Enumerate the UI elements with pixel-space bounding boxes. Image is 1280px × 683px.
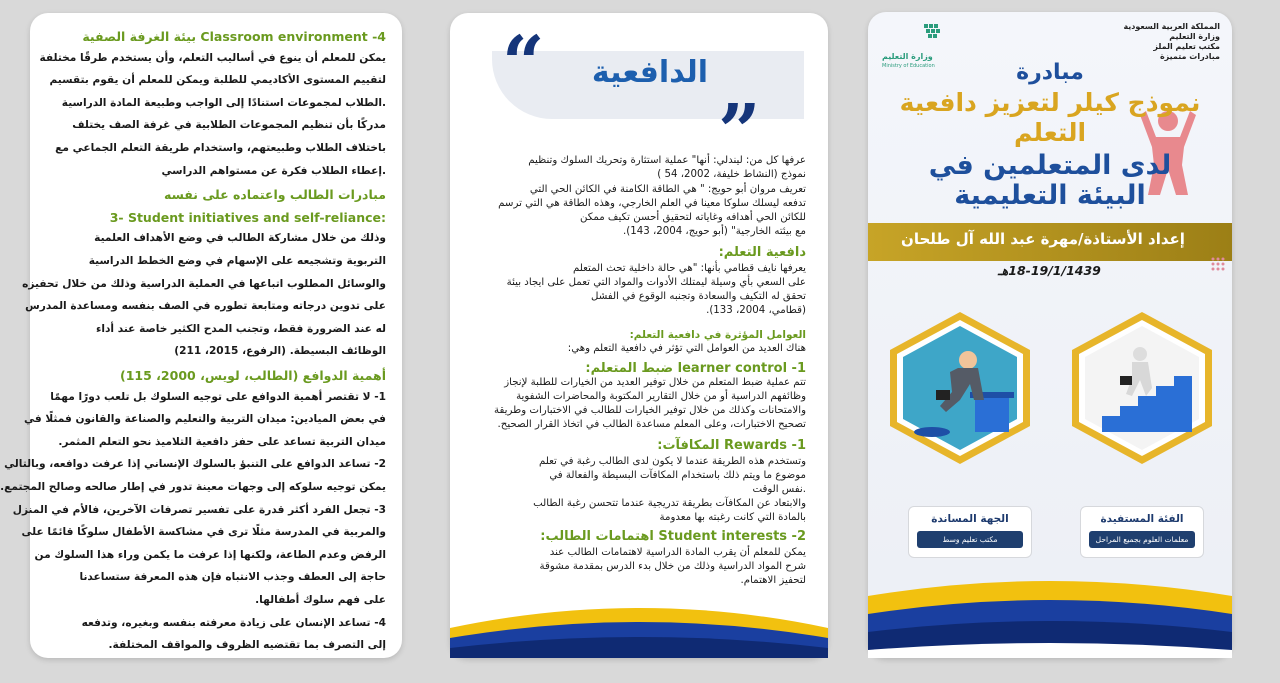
text-line: تدفعه ليسلك سلوكا معينا في العلم الخارجي، وهذه الطاقة هي التي ترسم bbox=[498, 198, 806, 209]
text-line: عرفها كل من: ليندلي: أنها" عملية استثارة وتحريك السلوك وتنظيم bbox=[528, 155, 806, 166]
section-heading: 1- learner control ضبط المتعلم: bbox=[585, 361, 806, 376]
text-line: مدركًا بأن تنظيم المجموعات الطلابية في غرفة الصف يختلف bbox=[72, 119, 386, 132]
panel-motivation bbox=[450, 13, 828, 658]
org-line: مبادرات متميزة bbox=[1159, 52, 1220, 61]
text-line: والمربية في المدرسة مثلًا ترى في مشاكسة الأطفال سلوكًا قائمًا على bbox=[21, 526, 386, 539]
text-line: هناك العديد من العوامل التي تؤثر في دافعية التعلم وهي: bbox=[567, 343, 806, 354]
text-line: وتستخدم هذه الطريقة عندما لا يكون لدى الطالب رغبة في تعلم bbox=[538, 456, 806, 467]
beneficiary-label: الفئة المستفيدة bbox=[1100, 513, 1184, 525]
section-heading: 4- Classroom environment بيئة الغرفة الصفية bbox=[82, 29, 386, 44]
text-line: بالمادة التي كانت رغبته بها معدومة bbox=[659, 512, 806, 523]
text-line: 4- تساعد الإنسان على زيادة معرفته بنفسه وبغيره، وتدفعه bbox=[81, 616, 386, 629]
org-line: مكتب تعليم الملز bbox=[1153, 42, 1220, 51]
bottom-wave-decoration bbox=[868, 566, 1232, 658]
text-line: وذلك من خلال مشاركة الطالب في وضع الأهداف العلمية bbox=[94, 232, 386, 245]
org-line: المملكة العربية السعودية bbox=[1123, 22, 1220, 31]
section-heading: أهمية الدوافع (الطالب، لويس، 2000، 115) bbox=[120, 368, 386, 383]
close-quote-icon: ” bbox=[718, 89, 761, 175]
title-line: لدى المتعلمين في bbox=[928, 150, 1172, 181]
panel-classroom-environment bbox=[0, 13, 402, 658]
text-line: باختلاف الطلاب وطبيعتهم، واستخدام طريقة التعلم الجماعي مع bbox=[55, 142, 386, 154]
text-line: نموذج (النشاط خليفة، 2002، 54 ) bbox=[657, 169, 806, 180]
logo-text-ar: وزارة التعليم bbox=[882, 52, 933, 61]
text-line: 2- تساعد الدوافع على التنبؤ بالسلوك الإنساني إذا عرفت دوافعه، وبالتالي bbox=[4, 458, 386, 471]
support-label: الجهة المساندة bbox=[931, 513, 1009, 525]
bottom-wave-decoration bbox=[450, 588, 828, 658]
text-line: تحقق له التكيف والسعادة وتجنبه الوقوع في الفشل bbox=[591, 291, 806, 302]
text-line: للكائن الحي أهدافه وغاياته لتحقيق أحسن تكيف ممكن bbox=[579, 212, 806, 223]
section-heading: العوامل المؤثرة في دافعية التعلم: bbox=[629, 329, 806, 341]
title-line: البيئة التعليمية bbox=[954, 180, 1146, 211]
text-line: يعرفها نايف قطامي بأنها: "هي حالة داخلية تحث المتعلم bbox=[572, 263, 806, 274]
beneficiary-value: معلمات العلوم بجميع المراحل bbox=[1089, 531, 1195, 548]
text-line: ميدان التربية تساعد على حفز دافعية التلاميذ نحو التعلم المثمر. bbox=[58, 435, 386, 448]
text-line: تصحيح الاختبارات، وعلى المعلم مساعدة الطالب في اتخاذ القرار الصحيح. bbox=[497, 419, 806, 430]
author-name: إعداد الأستاذة/مهرة عبد الله آل طلحان bbox=[901, 230, 1185, 248]
text-line: والوسائل المطلوب اتباعها في العملية الدراسية وذلك من خلال تحفيزه bbox=[22, 277, 386, 290]
support-value: مكتب تعليم وسط bbox=[917, 531, 1023, 548]
org-line: وزارة التعليم bbox=[1169, 32, 1220, 41]
text-line: له عند الضرورة فقط، وتجنب المدح الكثير خاصة عند أداء bbox=[95, 322, 386, 335]
text-line: في بعض الميادين: ميدان التربية والتعليم والصناعة والقانون فمثلًا في bbox=[24, 413, 386, 426]
text-line: على فهم سلوك أطفالها. bbox=[255, 594, 386, 606]
text-line: لتحفيز الاهتمام. bbox=[740, 575, 806, 586]
title-line: التعلم bbox=[1013, 118, 1087, 147]
text-line: والامتحانات وكذلك من خلال توفير الخيارات للطالب في الاختبارات وطريقة bbox=[494, 405, 806, 416]
text-line: شرح المواد الدراسية وذلك من خلال بدء الدرس بمقدمة مشوقة bbox=[539, 561, 806, 572]
text-line: على السعي بأي وسيلة ليمتلك الأدوات والمواد التي تعمل على ايجاد بيئة bbox=[506, 277, 806, 288]
support-card bbox=[908, 506, 1032, 558]
text-line: موضوع ما ويتم ذلك باستخدام المكافآت البسيطة والفعالة في bbox=[549, 470, 806, 481]
text-line: يمكن للمعلم أن ينوع في أساليب التعلم، وأن يستخدم طرقًا مختلفة bbox=[39, 51, 386, 64]
text-line: 3- تجعل الفرد أكثر قدرة على تفسير تصرفات الآخرين، فالأم في المنزل bbox=[12, 503, 386, 516]
text-line: (قطامي، 2004، 133). bbox=[706, 305, 806, 316]
text-line: 1- لا تقتصر أهمية الدوافع على توجيه السلوك بل تلعب دورًا مهمًا bbox=[50, 390, 386, 403]
climbing-stairs-illustration bbox=[1062, 308, 1222, 468]
dots-decoration bbox=[1211, 256, 1225, 275]
text-line: وظائفهم الدراسية أو من خلال التقارير المكتوبة والمحاضرات الشفوية bbox=[516, 391, 806, 402]
text-line: تعريف مروان أبو حويج: " هي الطاقة الكامنة في الكائن الحي التي bbox=[529, 184, 806, 195]
section-heading: دافعية التعلم: bbox=[718, 245, 806, 260]
text-line: على تدوين درجاته ومتابعة تطوره في الصف بنفسه ومساعدة المدرس bbox=[25, 300, 386, 313]
title-line: مبادرة bbox=[1016, 60, 1084, 85]
title-line: نموذج كيلر لتعزيز دافعية bbox=[899, 88, 1201, 117]
section-heading: 2- Student interests اهتمامات الطالب: bbox=[540, 529, 806, 544]
section-heading: 3- Student initiatives and self-reliance: bbox=[109, 209, 386, 225]
panel-title: الدافعية bbox=[591, 55, 709, 90]
text-line: .الطلاب لمجموعات استنادًا إلى الواجب وطبيعة المادة الدراسية bbox=[61, 96, 386, 109]
text-line: مع بيئته الخارجية" (أبو حويج، 2004، 143). bbox=[623, 226, 806, 237]
section-heading: مبادرات الطالب واعتماده على نفسه bbox=[163, 187, 386, 203]
text-line: التربوية وتشجيعه على الإسهام في وضع الخطط الدراسية bbox=[88, 255, 386, 267]
running-businessman-illustration bbox=[880, 308, 1040, 468]
text-line: يمكن للمعلم أن يقرب المادة الدراسية لاهتمامات الطالب عند bbox=[549, 547, 806, 558]
text-line: حاجة إلى العطف وجذب الانتباه فإن هذه المعرفة ستساعدنا bbox=[79, 571, 386, 584]
beneficiary-card bbox=[1080, 506, 1204, 558]
open-quote-icon: “ bbox=[502, 21, 545, 107]
text-line: إلى التصرف بما تقتضيه الظروف والمواقف المختلفة. bbox=[108, 639, 386, 652]
logo-text-en: Ministry of Education bbox=[882, 63, 935, 69]
text-line: .إعطاء الطلاب فكرة عن مستواهم الدراسي bbox=[161, 164, 386, 177]
text-line: الوظائف البسيطة. (الرفوع، 2015، 211) bbox=[174, 345, 386, 358]
text-line: والابتعاد عن المكافآت بطريقة تدريجية عندما تتحسن رغبة الطالب bbox=[533, 498, 806, 509]
section-heading: 1- Rewards المكافآت: bbox=[657, 438, 806, 453]
panel-cover bbox=[868, 12, 1232, 658]
text-line: تتم عملية ضبط المتعلم من خلال توفير العديد من الخيارات للطلبة لإنجاز bbox=[504, 377, 806, 388]
text-line: لتقييم المستوى الأكاديمي للطلبة ويمكن للمعلم أن يقوم بتقسيم bbox=[49, 74, 386, 87]
text-line: يمكن توجيه سلوكه إلى وجهات معينة تدور في إطار صالحه وصالح المجتمع. bbox=[0, 481, 386, 493]
text-line: .نفس الوقت bbox=[752, 484, 806, 495]
date: 18-19/1/1439هـ bbox=[998, 263, 1101, 278]
text-line: الرفض وعدم الطاعة، ولكنها إذا عرفت ما يكمن وراء هذا السلوك من bbox=[34, 548, 386, 561]
